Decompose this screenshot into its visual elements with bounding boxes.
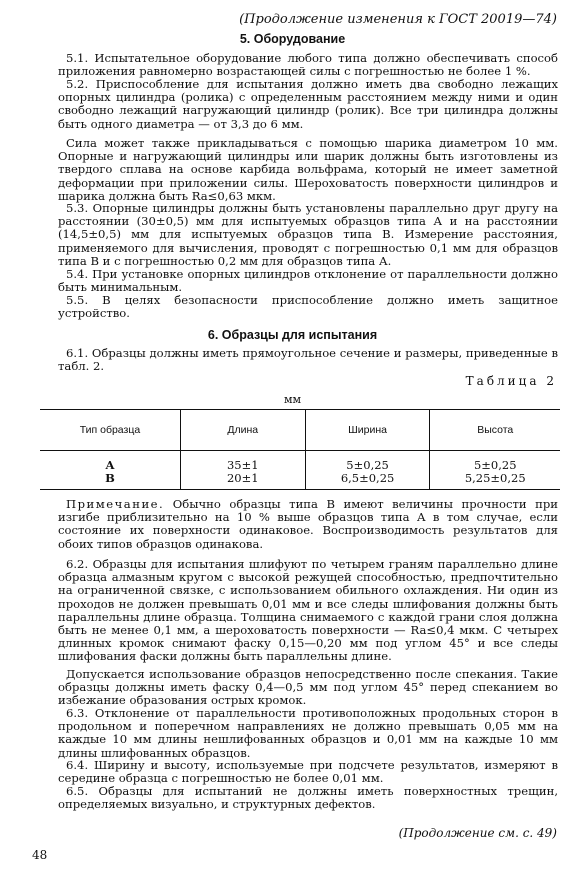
table-row <box>40 451 560 490</box>
specimen-dimensions-table <box>40 409 560 490</box>
cell-type: A B <box>40 451 180 490</box>
paragraph-6-4: 6.4. Ширину и высоту, используемые при подсчете результатов, измеряют в середине образца с погрешностью не более 0,01 мм. <box>58 758 558 786</box>
note-label: Примечание. <box>66 497 165 511</box>
paragraph-6-2-cont: Допускается использование образцов непосредственно после спекания. Такие образцы должны иметь фаску 0,4—0,5 мм под углом 45° перед спеканием во избежание образования острых кромок. <box>58 667 558 708</box>
running-header: (Продолжение изменения к ГОСТ 20019—74) <box>239 12 557 27</box>
table-caption: Таблица 2 <box>465 374 557 388</box>
paragraph-6-2: 6.2. Образцы для испытания шлифуют по четырем граням параллельно длине образца алмазным кругом с высокой режущей способностью, предпочтительно на ограниченной связке, с использованием обильного охлаждения. Ни один из проходов не должен превышать 0,01 мм и все следы шлифования должны быть параллельны длине образца. Толщина снимаемого с каждой грани слоя должна быть не менее 0,1 мм, а шероховатость поверхности — Ra≤0,4 мкм. С четырех длинных кромок снимают фаску 0,15—0,20 мм под углом 45° и все следы шлифования фаски должны быть параллельны длине. <box>58 557 558 664</box>
section-6-title: 6. Образцы для испытания <box>207 328 378 342</box>
paragraph-6-3: 6.3. Отклонение от параллельности противоположных продольных сторон в продольном и поперечном направлениях не должно превышать 0,05 мм на каждые 10 мм длины нешлифованных образцов и 0,01 мм на каждые 10 мм длины шлифованных образцов. <box>58 706 558 760</box>
section-5-title: 5. Оборудование <box>239 32 346 46</box>
table-note <box>58 498 558 551</box>
paragraph-5-1: 5.1. Испытательное оборудование любого типа должно обеспечивать способ приложения равномерно возрастающей силы с погрешностью не более 1 %. <box>58 51 558 79</box>
cell-width: 5±0,25 6,5±0,25 <box>305 451 430 490</box>
col-header-length: Длина <box>180 410 305 451</box>
cell-length: 35±1 20±1 <box>180 451 305 490</box>
continuation-note: (Продолжение см. с. 49) <box>398 826 557 840</box>
table-header-row <box>40 410 560 451</box>
paragraph-5-4: 5.4. При установке опорных цилиндров отклонение от параллельности должно быть минимальным. <box>58 267 558 295</box>
col-header-type: Тип образца <box>40 410 180 451</box>
paragraph-5-3: 5.3. Опорные цилиндры должны быть установлены параллельно друг другу на расстоянии (30±0,5) мм для испытуемых образцов типа А и на расстоянии (14,5±0,5) мм для испытуемых образцов типа В. Измерение расстояния, применяемого для вычисления, проводят с погрешностью 0,1 мм для образцов типа В и с погрешностью 0,2 мм для образцов типа А. <box>58 201 558 268</box>
paragraph-5-5: 5.5. В целях безопасности приспособление должно иметь защитное устройство. <box>58 293 558 321</box>
col-header-width: Ширина <box>305 410 430 451</box>
paragraph-5-2: 5.2. Приспособление для испытания должно иметь два свободно лежащих опорных цилиндра (ролика) с определенным расстоянием между ними и один свободно лежащий нагружающий цилиндр (ролик). Все три цилиндра должны быть одного диаметра — от 3,3 до 6 мм. <box>58 77 558 131</box>
cell-height: 5±0,25 5,25±0,25 <box>430 451 560 490</box>
table-units: мм <box>283 393 302 406</box>
paragraph-5-2-cont: Сила может также прикладываться с помощью шарика диаметром 10 мм. Опорные и нагружающий цилиндры или шарик должны быть изготовлены из твердого сплава на основе карбида вольфрама, который не имеет заметной деформации при приложении силы. Шероховатость поверхности цилиндров и шарика должна быть Ra≤0,63 мкм. <box>58 136 558 203</box>
paragraph-6-1: 6.1. Образцы должны иметь прямоугольное сечение и размеры, приведенные в табл. 2. <box>58 346 558 374</box>
col-header-height: Высота <box>430 410 560 451</box>
paragraph-6-5: 6.5. Образцы для испытаний не должны иметь поверхностных трещин, определяемых визуально, и структурных дефектов. <box>58 784 558 812</box>
note-text: Обычно образцы типа В имеют величины прочности при изгибе приблизительно на 10 % выше образцов типа А в том случае, если состояние их поверхности одинаковое. Воспроизводимость результатов для обоих типов образцов одинакова. <box>58 497 559 551</box>
page-number: 48 <box>32 848 48 862</box>
